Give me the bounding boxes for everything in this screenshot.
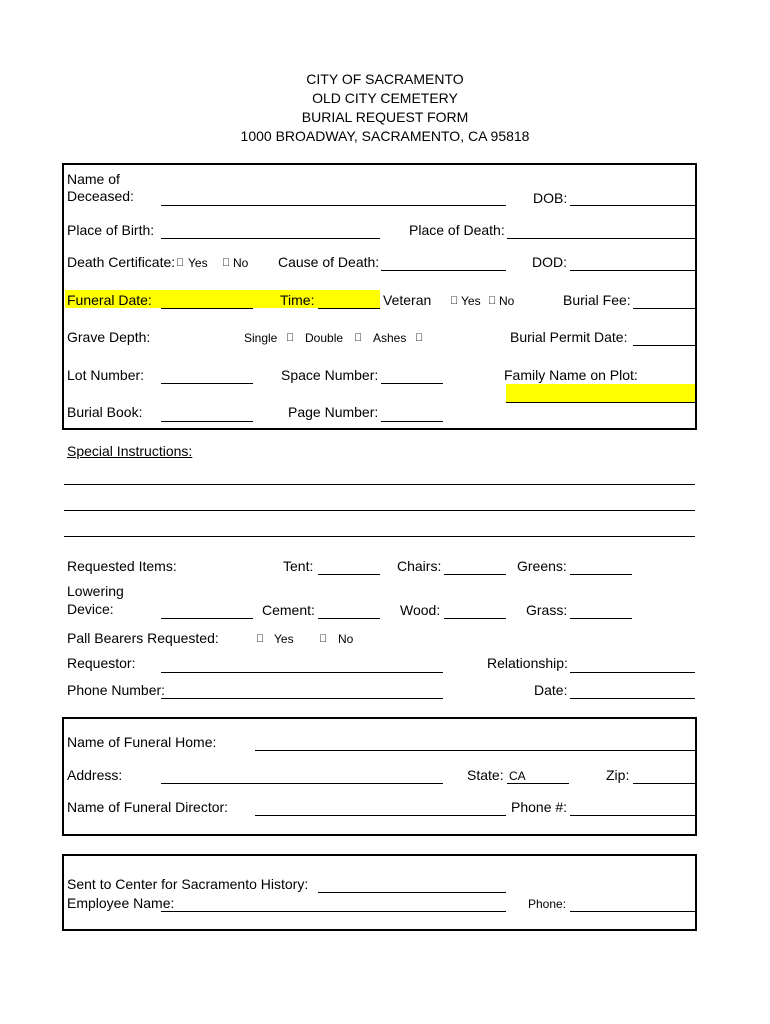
- single-label: Single: [244, 331, 278, 345]
- time-field[interactable]: [318, 308, 380, 309]
- funeral-date-field[interactable]: [161, 308, 253, 309]
- page-number-field[interactable]: [381, 421, 443, 422]
- header-address: 1000 BROADWAY, SACRAMENTO, CA 95818: [240, 128, 530, 144]
- death-cert-no-label: No: [233, 256, 249, 270]
- pall-yes-checkbox-icon[interactable]: [256, 631, 264, 647]
- tent-field[interactable]: [318, 574, 380, 575]
- history-phone-field[interactable]: [570, 911, 695, 912]
- requestor-label: Requestor:: [67, 655, 136, 671]
- address-label: Address:: [67, 767, 123, 783]
- pall-yes-label: Yes: [274, 632, 294, 646]
- grave-depth-label: Grave Depth:: [67, 329, 151, 345]
- death-place-label: Place of Death:: [409, 222, 505, 238]
- death-place-field[interactable]: [507, 238, 695, 239]
- cause-of-death-field[interactable]: [381, 270, 506, 271]
- state-label: State:: [467, 767, 504, 783]
- space-number-field[interactable]: [381, 383, 443, 384]
- sent-to-history-label: Sent to Center for Sacramento History:: [67, 876, 309, 892]
- wood-field[interactable]: [444, 618, 506, 619]
- funeral-home-name-field[interactable]: [255, 750, 695, 751]
- family-name-label: Family Name on Plot:: [504, 367, 638, 383]
- name-label-line2: Deceased:: [67, 188, 134, 204]
- single-checkbox-icon[interactable]: [286, 330, 294, 346]
- employee-name-label: Employee Name:: [67, 895, 175, 911]
- history-phone-label: Phone:: [528, 897, 567, 911]
- family-name-underline: [506, 402, 695, 403]
- zip-field[interactable]: [633, 783, 695, 784]
- address-field[interactable]: [161, 783, 443, 784]
- deceased-name-field[interactable]: [161, 205, 506, 206]
- grass-field[interactable]: [570, 618, 632, 619]
- name-label-line1: Name of: [67, 171, 120, 187]
- special-instructions-line-3[interactable]: [64, 536, 695, 537]
- burial-book-label: Burial Book:: [67, 404, 143, 420]
- phone-number-field[interactable]: [161, 698, 443, 699]
- funeral-home-name-label: Name of Funeral Home:: [67, 734, 217, 750]
- form-title: BURIAL REQUEST FORM: [301, 109, 469, 125]
- relationship-field[interactable]: [570, 672, 695, 673]
- death-cert-no-checkbox-icon[interactable]: [222, 255, 230, 271]
- funeral-phone-field[interactable]: [570, 815, 695, 816]
- veteran-yes-label: Yes: [461, 294, 481, 308]
- death-certificate-label: Death Certificate:: [67, 254, 176, 270]
- special-instructions-label: Special Instructions:: [67, 443, 193, 459]
- funeral-director-label: Name of Funeral Director:: [67, 799, 229, 815]
- double-checkbox-icon[interactable]: [354, 330, 362, 346]
- date-field[interactable]: [570, 698, 695, 699]
- funeral-director-field[interactable]: [255, 815, 506, 816]
- pall-no-checkbox-icon[interactable]: [319, 631, 327, 647]
- wood-label: Wood:: [400, 602, 441, 618]
- greens-field[interactable]: [570, 574, 632, 575]
- family-name-field[interactable]: [506, 384, 695, 402]
- header-line-2: OLD CITY CEMETERY: [312, 90, 458, 106]
- special-instructions-line-2[interactable]: [64, 510, 695, 511]
- state-field[interactable]: [507, 783, 569, 784]
- page-number-label: Page Number:: [288, 404, 379, 420]
- chairs-field[interactable]: [444, 574, 506, 575]
- date-label: Date:: [534, 682, 568, 698]
- ashes-label: Ashes: [373, 331, 407, 345]
- death-cert-yes-checkbox-icon[interactable]: [176, 255, 184, 271]
- sent-to-history-field[interactable]: [318, 892, 506, 893]
- tent-label: Tent:: [283, 558, 314, 574]
- chairs-label: Chairs:: [397, 558, 442, 574]
- header-line-1: CITY OF SACRAMENTO: [306, 71, 464, 87]
- burial-fee-field[interactable]: [633, 308, 695, 309]
- veteran-no-checkbox-icon[interactable]: [488, 293, 496, 309]
- dob-field[interactable]: [570, 205, 695, 206]
- cement-label: Cement:: [262, 602, 315, 618]
- lowering-label-line1: Lowering: [67, 583, 124, 599]
- veteran-yes-checkbox-icon[interactable]: [450, 293, 458, 309]
- burial-book-field[interactable]: [161, 421, 253, 422]
- cause-of-death-label: Cause of Death:: [278, 254, 380, 270]
- dob-label: DOB:: [533, 190, 568, 206]
- pall-no-label: No: [338, 632, 354, 646]
- double-label: Double: [305, 331, 344, 345]
- birth-place-field[interactable]: [161, 238, 380, 239]
- space-number-label: Space Number:: [281, 367, 379, 383]
- zip-label: Zip:: [606, 767, 630, 783]
- dod-field[interactable]: [570, 270, 695, 271]
- relationship-label: Relationship:: [487, 655, 568, 671]
- phone-number-label: Phone Number:: [67, 682, 166, 698]
- requested-items-label: Requested Items:: [67, 558, 177, 574]
- death-cert-yes-label: Yes: [188, 256, 208, 270]
- lowering-label-line2: Device:: [67, 601, 114, 617]
- veteran-no-label: No: [499, 294, 515, 308]
- birth-place-label: Place of Birth:: [67, 222, 155, 238]
- state-value: CA: [509, 769, 526, 783]
- veteran-label: Veteran: [383, 292, 432, 308]
- requestor-field[interactable]: [161, 672, 443, 673]
- greens-label: Greens:: [517, 558, 567, 574]
- lot-number-label: Lot Number:: [67, 367, 145, 383]
- grass-label: Grass:: [526, 602, 568, 618]
- funeral-date-label: Funeral Date:: [67, 292, 152, 308]
- dod-label: DOD:: [532, 254, 567, 270]
- burial-permit-date-field[interactable]: [633, 345, 695, 346]
- time-label: Time:: [280, 292, 315, 308]
- lot-number-field[interactable]: [161, 383, 253, 384]
- ashes-checkbox-icon[interactable]: [415, 330, 423, 346]
- cement-field[interactable]: [318, 618, 380, 619]
- lowering-device-field[interactable]: [161, 618, 253, 619]
- special-instructions-line-1[interactable]: [64, 484, 695, 485]
- employee-name-field[interactable]: [161, 911, 506, 912]
- funeral-phone-label: Phone #:: [511, 799, 568, 815]
- burial-fee-label: Burial Fee:: [563, 292, 631, 308]
- burial-permit-date-label: Burial Permit Date:: [510, 329, 628, 345]
- pall-bearers-label: Pall Bearers Requested:: [67, 630, 219, 646]
